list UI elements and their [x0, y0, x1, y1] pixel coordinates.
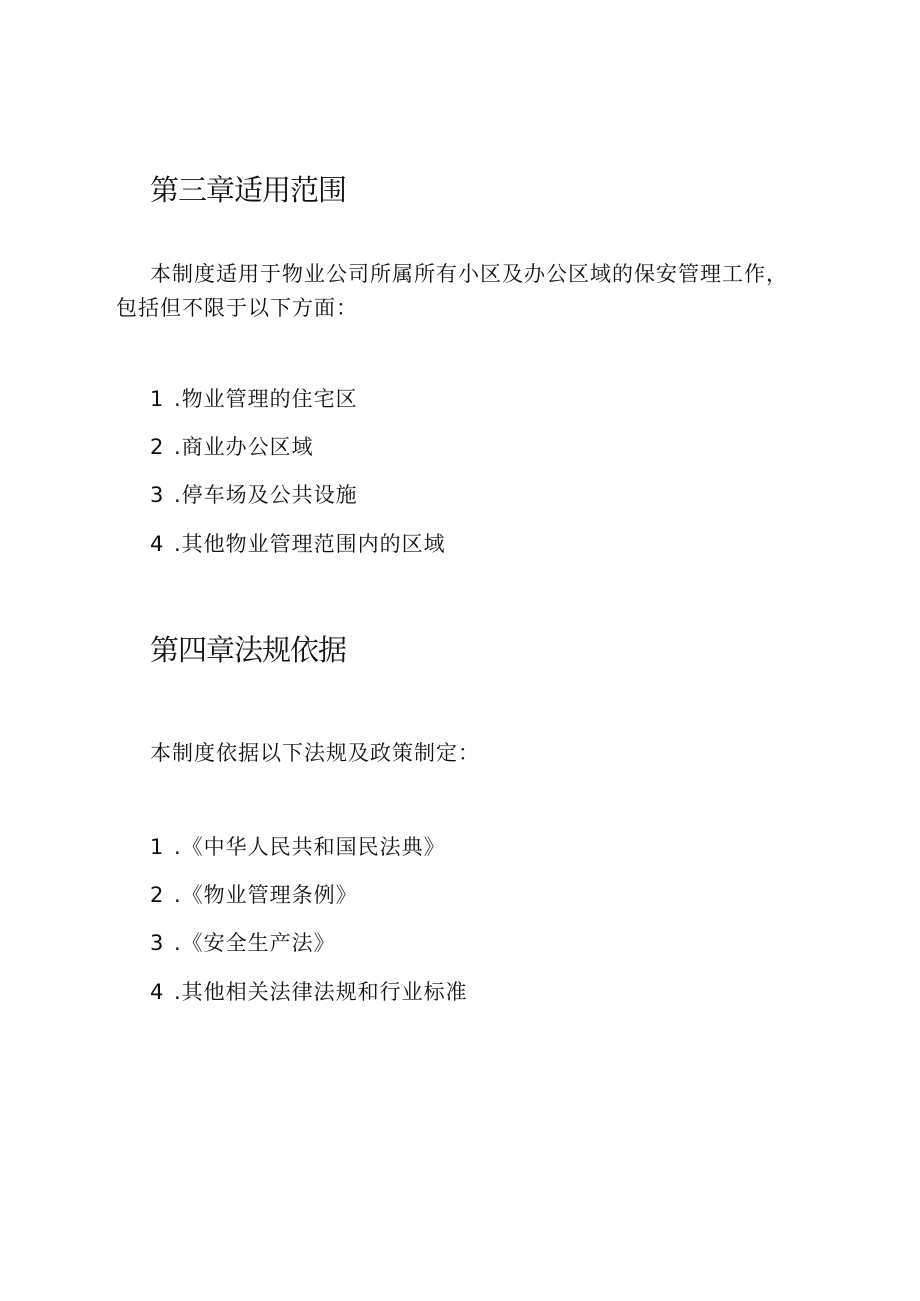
list-text: .其他相关法律法规和行业标准 [174, 980, 468, 1004]
list-text: .物业管理的住宅区 [174, 387, 358, 411]
chapter4-list-item [150, 928, 336, 958]
list-text: .商业办公区域 [174, 435, 314, 459]
list-text: .《安全生产法》 [174, 931, 336, 955]
list-number: 2 [150, 883, 165, 907]
chapter4-intro: 本制度依据以下法规及政策制定： [150, 741, 480, 765]
list-number: 1 [150, 387, 165, 411]
list-text: .停车场及公共设施 [174, 483, 358, 507]
chapter4-list-item [150, 832, 446, 862]
chapter3-list-item [150, 529, 446, 559]
chapter4-list-item [150, 880, 358, 910]
chapter3-list-item [150, 432, 314, 462]
chapter3-intro: 本制度适用于物业公司所属所有小区及办公区域的保安管理工作，包括但不限于以下方面： [116, 262, 788, 320]
list-text: .其他物业管理范围内的区域 [174, 532, 446, 556]
list-number: 3 [150, 483, 165, 507]
list-text: .《物业管理条例》 [174, 883, 358, 907]
list-number: 3 [150, 931, 165, 955]
chapter4-list-item [150, 977, 468, 1007]
list-number: 1 [150, 835, 165, 859]
list-number: 4 [150, 980, 165, 1004]
chapter3-title: 第三章适用范围 [150, 173, 347, 207]
list-text: .《中华人民共和国民法典》 [174, 835, 446, 859]
chapter4-title: 第四章法规依据 [150, 633, 347, 667]
chapter3-list-item [150, 384, 358, 414]
chapter3-list-item [150, 480, 358, 510]
list-number: 2 [150, 435, 165, 459]
list-number: 4 [150, 532, 165, 556]
